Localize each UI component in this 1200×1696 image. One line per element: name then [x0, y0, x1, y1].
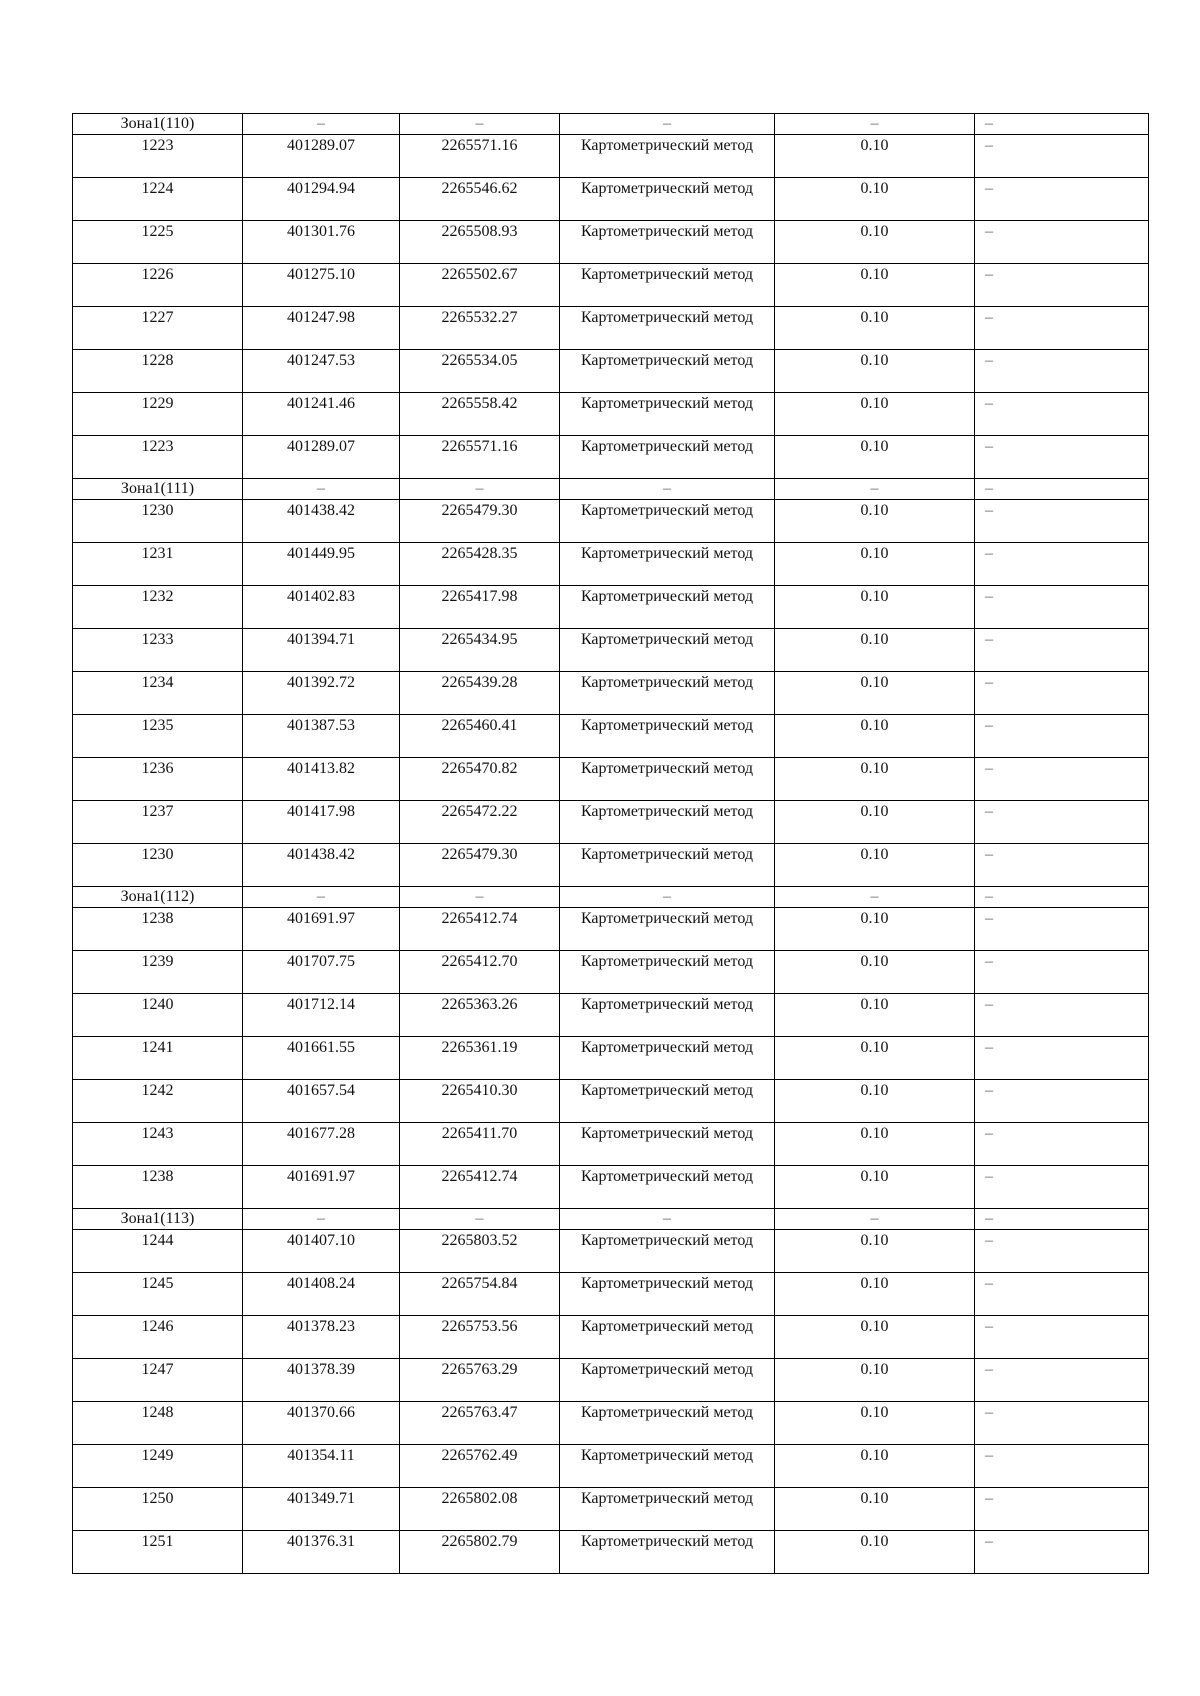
precision: 0.10 [775, 1359, 975, 1402]
zone-header-row [73, 479, 1149, 500]
coord-y: 2265417.98 [400, 586, 560, 629]
table-row [73, 135, 1149, 178]
method: Картометрический метод [560, 1080, 775, 1123]
note-dash: – [975, 307, 1149, 350]
method: Картометрический метод [560, 543, 775, 586]
coord-x: 401394.71 [243, 629, 400, 672]
coord-x: 401378.23 [243, 1316, 400, 1359]
zone-y-dash: – [400, 114, 560, 135]
note-dash: – [975, 1273, 1149, 1316]
zone-note-dash: – [975, 114, 1149, 135]
method: Картометрический метод [560, 1316, 775, 1359]
coord-y: 2265411.70 [400, 1123, 560, 1166]
coord-y: 2265753.56 [400, 1316, 560, 1359]
method: Картометрический метод [560, 1488, 775, 1531]
zone-header-row [73, 1209, 1149, 1230]
zone-method-dash: – [560, 479, 775, 500]
method: Картометрический метод [560, 307, 775, 350]
precision: 0.10 [775, 135, 975, 178]
table-row [73, 801, 1149, 844]
point-id: 1232 [73, 586, 243, 629]
precision: 0.10 [775, 951, 975, 994]
note-dash: – [975, 1402, 1149, 1445]
method: Картометрический метод [560, 801, 775, 844]
point-id: 1248 [73, 1402, 243, 1445]
coord-x: 401657.54 [243, 1080, 400, 1123]
coord-x: 401275.10 [243, 264, 400, 307]
point-id: 1240 [73, 994, 243, 1037]
zone-y-dash: – [400, 887, 560, 908]
coord-y: 2265558.42 [400, 393, 560, 436]
table-row [73, 1359, 1149, 1402]
note-dash: – [975, 951, 1149, 994]
note-dash: – [975, 586, 1149, 629]
coord-y: 2265479.30 [400, 844, 560, 887]
precision: 0.10 [775, 350, 975, 393]
coord-x: 401438.42 [243, 844, 400, 887]
coord-y: 2265439.28 [400, 672, 560, 715]
precision: 0.10 [775, 1445, 975, 1488]
coord-y: 2265546.62 [400, 178, 560, 221]
coord-x: 401247.98 [243, 307, 400, 350]
note-dash: – [975, 221, 1149, 264]
point-id: 1223 [73, 436, 243, 479]
point-id: 1230 [73, 844, 243, 887]
precision: 0.10 [775, 1123, 975, 1166]
method: Картометрический метод [560, 994, 775, 1037]
precision: 0.10 [775, 264, 975, 307]
coord-y: 2265434.95 [400, 629, 560, 672]
coord-x: 401387.53 [243, 715, 400, 758]
coord-y: 2265428.35 [400, 543, 560, 586]
table-row [73, 500, 1149, 543]
note-dash: – [975, 1037, 1149, 1080]
precision: 0.10 [775, 1402, 975, 1445]
table-row [73, 1402, 1149, 1445]
point-id: 1243 [73, 1123, 243, 1166]
table-row [73, 1316, 1149, 1359]
coord-y: 2265502.67 [400, 264, 560, 307]
table-row [73, 715, 1149, 758]
note-dash: – [975, 543, 1149, 586]
point-id: 1231 [73, 543, 243, 586]
coord-x: 401247.53 [243, 350, 400, 393]
method: Картометрический метод [560, 1037, 775, 1080]
method: Картометрический метод [560, 715, 775, 758]
precision: 0.10 [775, 436, 975, 479]
coord-y: 2265412.74 [400, 908, 560, 951]
coord-y: 2265361.19 [400, 1037, 560, 1080]
note-dash: – [975, 1230, 1149, 1273]
precision: 0.10 [775, 1316, 975, 1359]
precision: 0.10 [775, 672, 975, 715]
precision: 0.10 [775, 1230, 975, 1273]
coord-x: 401449.95 [243, 543, 400, 586]
coord-x: 401289.07 [243, 135, 400, 178]
table-row [73, 908, 1149, 951]
coord-x: 401378.39 [243, 1359, 400, 1402]
coord-y: 2265460.41 [400, 715, 560, 758]
coord-x: 401712.14 [243, 994, 400, 1037]
note-dash: – [975, 801, 1149, 844]
coord-y: 2265412.74 [400, 1166, 560, 1209]
table-row [73, 350, 1149, 393]
method: Картометрический метод [560, 844, 775, 887]
coord-y: 2265754.84 [400, 1273, 560, 1316]
method: Картометрический метод [560, 758, 775, 801]
table-row [73, 1166, 1149, 1209]
note-dash: – [975, 1123, 1149, 1166]
zone-name: Зона1(112) [73, 887, 243, 908]
point-id: 1229 [73, 393, 243, 436]
method: Картометрический метод [560, 1402, 775, 1445]
point-id: 1242 [73, 1080, 243, 1123]
table-row [73, 1531, 1149, 1574]
method: Картометрический метод [560, 629, 775, 672]
coord-x: 401301.76 [243, 221, 400, 264]
table-row [73, 436, 1149, 479]
method: Картометрический метод [560, 264, 775, 307]
zone-method-dash: – [560, 114, 775, 135]
precision: 0.10 [775, 1166, 975, 1209]
table-row [73, 264, 1149, 307]
table-row [73, 629, 1149, 672]
note-dash: – [975, 1488, 1149, 1531]
method: Картометрический метод [560, 908, 775, 951]
table-row [73, 586, 1149, 629]
method: Картометрический метод [560, 393, 775, 436]
point-id: 1239 [73, 951, 243, 994]
note-dash: – [975, 178, 1149, 221]
coord-x: 401417.98 [243, 801, 400, 844]
precision: 0.10 [775, 908, 975, 951]
zone-note-dash: – [975, 887, 1149, 908]
zone-method-dash: – [560, 1209, 775, 1230]
point-id: 1251 [73, 1531, 243, 1574]
table-row [73, 994, 1149, 1037]
table-row [73, 951, 1149, 994]
coord-y: 2265470.82 [400, 758, 560, 801]
coord-y: 2265763.47 [400, 1402, 560, 1445]
coord-x: 401354.11 [243, 1445, 400, 1488]
precision: 0.10 [775, 307, 975, 350]
precision: 0.10 [775, 758, 975, 801]
point-id: 1225 [73, 221, 243, 264]
note-dash: – [975, 1445, 1149, 1488]
precision: 0.10 [775, 543, 975, 586]
precision: 0.10 [775, 500, 975, 543]
note-dash: – [975, 844, 1149, 887]
note-dash: – [975, 1316, 1149, 1359]
method: Картометрический метод [560, 1166, 775, 1209]
zone-precision-dash: – [775, 114, 975, 135]
method: Картометрический метод [560, 500, 775, 543]
point-id: 1234 [73, 672, 243, 715]
coord-y: 2265571.16 [400, 436, 560, 479]
table-row [73, 1080, 1149, 1123]
point-id: 1249 [73, 1445, 243, 1488]
coord-x: 401677.28 [243, 1123, 400, 1166]
point-id: 1226 [73, 264, 243, 307]
note-dash: – [975, 135, 1149, 178]
note-dash: – [975, 672, 1149, 715]
point-id: 1244 [73, 1230, 243, 1273]
precision: 0.10 [775, 715, 975, 758]
coord-x: 401376.31 [243, 1531, 400, 1574]
point-id: 1238 [73, 1166, 243, 1209]
zone-precision-dash: – [775, 1209, 975, 1230]
coord-y: 2265410.30 [400, 1080, 560, 1123]
table-row [73, 393, 1149, 436]
coord-x: 401407.10 [243, 1230, 400, 1273]
zone-x-dash: – [243, 1209, 400, 1230]
point-id: 1245 [73, 1273, 243, 1316]
method: Картометрический метод [560, 1359, 775, 1402]
table-row [73, 672, 1149, 715]
zone-method-dash: – [560, 887, 775, 908]
method: Картометрический метод [560, 1445, 775, 1488]
coord-x: 401402.83 [243, 586, 400, 629]
coord-x: 401438.42 [243, 500, 400, 543]
method: Картометрический метод [560, 951, 775, 994]
method: Картометрический метод [560, 436, 775, 479]
coord-x: 401241.46 [243, 393, 400, 436]
coord-x: 401707.75 [243, 951, 400, 994]
note-dash: – [975, 629, 1149, 672]
point-id: 1227 [73, 307, 243, 350]
note-dash: – [975, 436, 1149, 479]
note-dash: – [975, 393, 1149, 436]
coord-x: 401408.24 [243, 1273, 400, 1316]
precision: 0.10 [775, 1080, 975, 1123]
method: Картометрический метод [560, 586, 775, 629]
note-dash: – [975, 908, 1149, 951]
zone-note-dash: – [975, 479, 1149, 500]
zone-precision-dash: – [775, 887, 975, 908]
note-dash: – [975, 350, 1149, 393]
note-dash: – [975, 264, 1149, 307]
precision: 0.10 [775, 393, 975, 436]
point-id: 1223 [73, 135, 243, 178]
method: Картометрический метод [560, 350, 775, 393]
method: Картометрический метод [560, 1531, 775, 1574]
coord-y: 2265479.30 [400, 500, 560, 543]
coord-y: 2265802.08 [400, 1488, 560, 1531]
zone-header-row [73, 114, 1149, 135]
table-row [73, 178, 1149, 221]
precision: 0.10 [775, 629, 975, 672]
note-dash: – [975, 715, 1149, 758]
table-row [73, 543, 1149, 586]
precision: 0.10 [775, 178, 975, 221]
precision: 0.10 [775, 1037, 975, 1080]
note-dash: – [975, 994, 1149, 1037]
zone-note-dash: – [975, 1209, 1149, 1230]
point-id: 1247 [73, 1359, 243, 1402]
note-dash: – [975, 500, 1149, 543]
precision: 0.10 [775, 1531, 975, 1574]
coord-y: 2265363.26 [400, 994, 560, 1037]
coord-y: 2265412.70 [400, 951, 560, 994]
zone-y-dash: – [400, 479, 560, 500]
precision: 0.10 [775, 586, 975, 629]
coord-x: 401413.82 [243, 758, 400, 801]
coord-x: 401661.55 [243, 1037, 400, 1080]
coordinates-table [72, 113, 1149, 1574]
zone-name: Зона1(110) [73, 114, 243, 135]
table-row [73, 221, 1149, 264]
coord-y: 2265762.49 [400, 1445, 560, 1488]
method: Картометрический метод [560, 135, 775, 178]
table-row [73, 1445, 1149, 1488]
note-dash: – [975, 1359, 1149, 1402]
table-row [73, 758, 1149, 801]
point-id: 1230 [73, 500, 243, 543]
coord-y: 2265532.27 [400, 307, 560, 350]
zone-name: Зона1(111) [73, 479, 243, 500]
method: Картометрический метод [560, 1230, 775, 1273]
point-id: 1235 [73, 715, 243, 758]
point-id: 1233 [73, 629, 243, 672]
method: Картометрический метод [560, 1123, 775, 1166]
note-dash: – [975, 1166, 1149, 1209]
precision: 0.10 [775, 221, 975, 264]
zone-name: Зона1(113) [73, 1209, 243, 1230]
table-row [73, 844, 1149, 887]
coord-x: 401691.97 [243, 1166, 400, 1209]
method: Картометрический метод [560, 178, 775, 221]
coord-x: 401294.94 [243, 178, 400, 221]
coord-x: 401349.71 [243, 1488, 400, 1531]
coord-y: 2265508.93 [400, 221, 560, 264]
precision: 0.10 [775, 844, 975, 887]
coord-x: 401370.66 [243, 1402, 400, 1445]
coord-x: 401289.07 [243, 436, 400, 479]
coord-y: 2265763.29 [400, 1359, 560, 1402]
table-body [73, 114, 1149, 1574]
zone-x-dash: – [243, 114, 400, 135]
coord-y: 2265571.16 [400, 135, 560, 178]
note-dash: – [975, 1080, 1149, 1123]
table-row [73, 307, 1149, 350]
point-id: 1237 [73, 801, 243, 844]
coord-y: 2265534.05 [400, 350, 560, 393]
coord-x: 401691.97 [243, 908, 400, 951]
point-id: 1246 [73, 1316, 243, 1359]
coord-x: 401392.72 [243, 672, 400, 715]
method: Картометрический метод [560, 221, 775, 264]
point-id: 1250 [73, 1488, 243, 1531]
point-id: 1238 [73, 908, 243, 951]
table-row [73, 1273, 1149, 1316]
coord-y: 2265803.52 [400, 1230, 560, 1273]
table-row [73, 1123, 1149, 1166]
point-id: 1224 [73, 178, 243, 221]
note-dash: – [975, 758, 1149, 801]
table-row [73, 1230, 1149, 1273]
zone-precision-dash: – [775, 479, 975, 500]
point-id: 1241 [73, 1037, 243, 1080]
precision: 0.10 [775, 1488, 975, 1531]
method: Картометрический метод [560, 672, 775, 715]
point-id: 1236 [73, 758, 243, 801]
precision: 0.10 [775, 801, 975, 844]
coord-y: 2265472.22 [400, 801, 560, 844]
note-dash: – [975, 1531, 1149, 1574]
table-row [73, 1037, 1149, 1080]
zone-x-dash: – [243, 479, 400, 500]
zone-y-dash: – [400, 1209, 560, 1230]
precision: 0.10 [775, 1273, 975, 1316]
precision: 0.10 [775, 994, 975, 1037]
zone-x-dash: – [243, 887, 400, 908]
point-id: 1228 [73, 350, 243, 393]
zone-header-row [73, 887, 1149, 908]
method: Картометрический метод [560, 1273, 775, 1316]
table-row [73, 1488, 1149, 1531]
coord-y: 2265802.79 [400, 1531, 560, 1574]
